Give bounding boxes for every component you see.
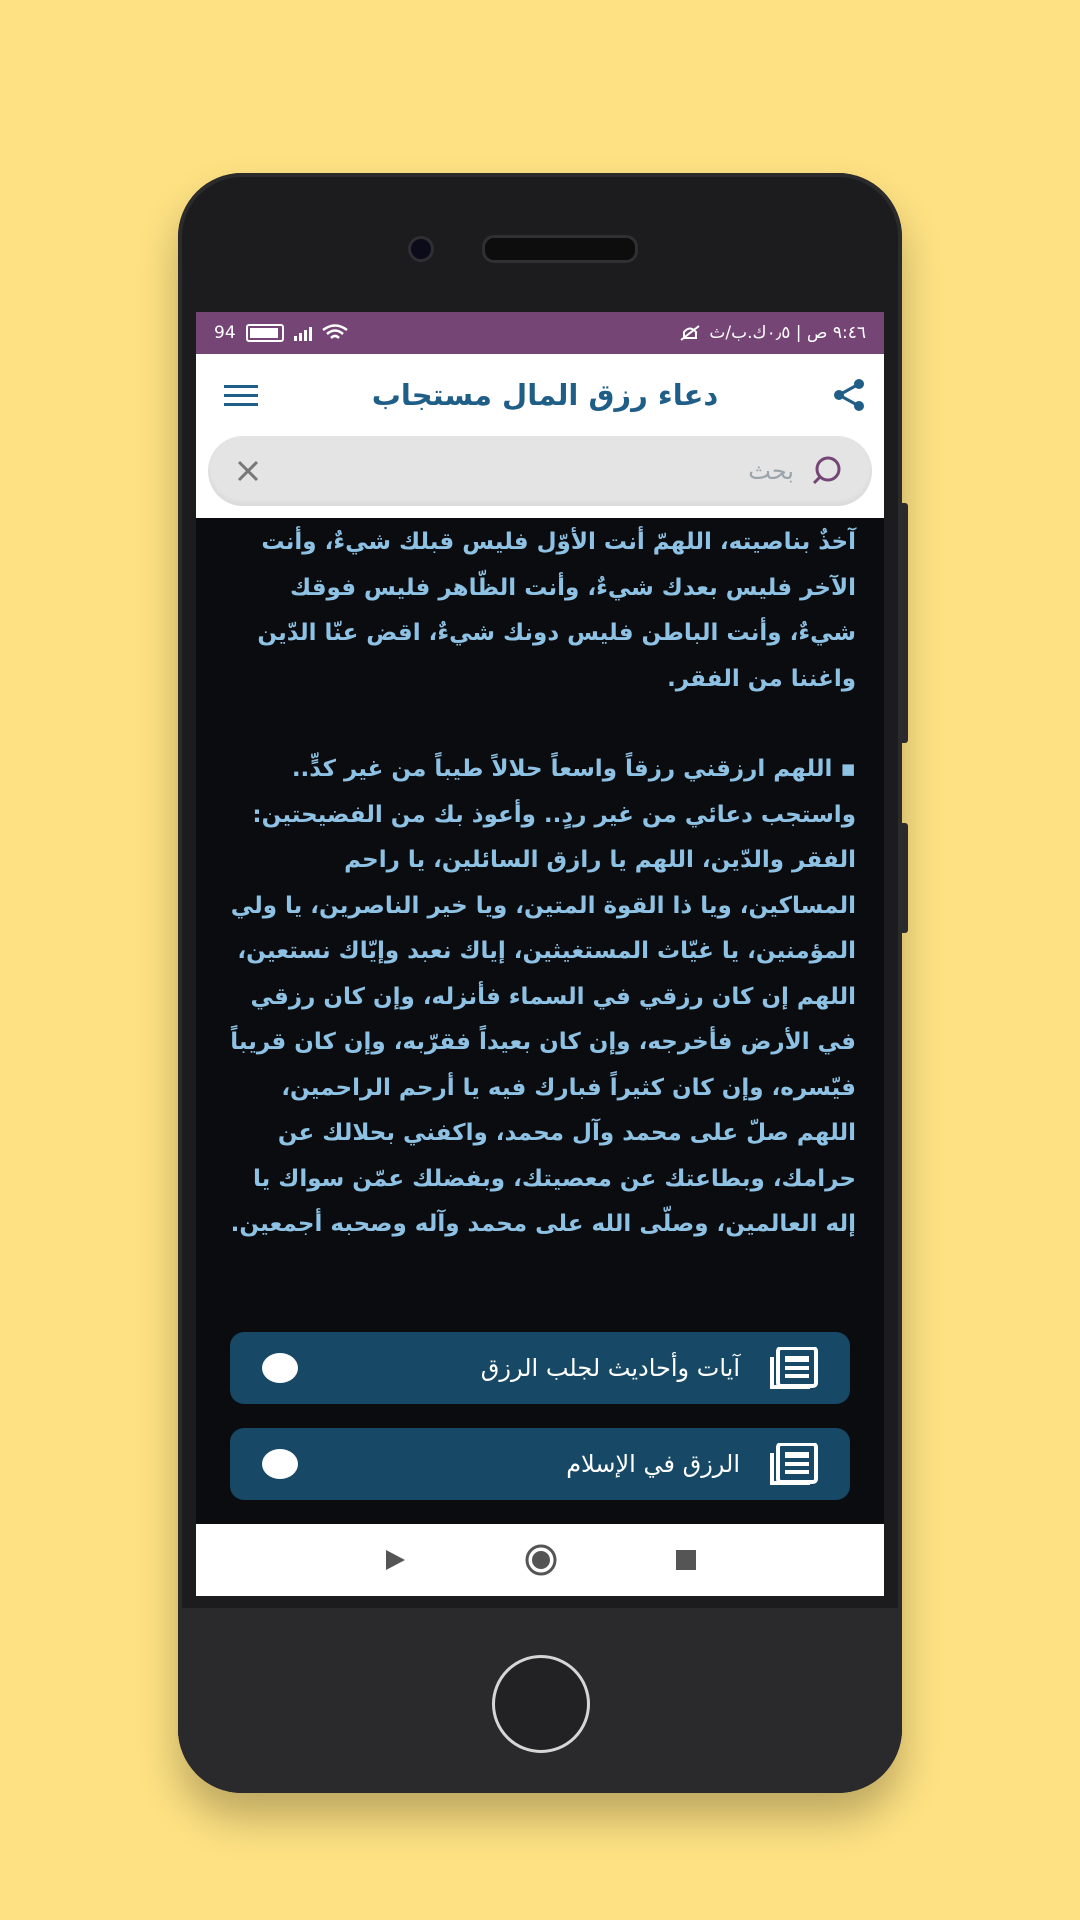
dua-paragraph: ▪ اللهم ارزقني رزقاً واسعاً حلالاً طيباً من غير كدٍّ.. واستجب دعائي من غير ردٍ.. وأعوذ بك من الفضيحتين: الفقر والدّين، اللهم يا رازق السائلين، يا راحم المساكين، ويا ذا القوة المتين، ويا خير الناصرين، يا ولي المؤمنين، يا غيّاث المستغيثين، إياك نعبد وإيّاك نستعين، اللهم إن كان رزقي في السماء فأنزله، وإن كان رزقي في الأرض فأخرجه، وإن كان بعيداً فقرّبه، وإن كان قريباً فيّسره، وإن كان كثيراً فبارك فيه يا أرحم الراحمين، اللهم صلّ على محمد وآل محمد، واكفني بحلالك عن حرامك، وبطاعتك عن معصيتك، وبفضلك عمّن سواك يا إله العالمين، وصلّى الله على محمد وآله وصحبه أجمعين. <box>230 756 856 1237</box>
app-screen <box>196 312 884 1596</box>
status-icons <box>214 323 348 343</box>
card-toggle[interactable] <box>262 1353 298 1383</box>
search-container <box>196 436 884 518</box>
dua-paragraph: آخذٌ بناصيته، اللهمّ أنت الأوّل فليس قبلك شيءٌ، وأنت الآخر فليس بعدك شيءٌ، وأنت الظّاهر فليس فوقك شيءٌ، وأنت الباطن فليس دونك شيءٌ، اقض عنّا الدّين واغننا من الفقر. <box>257 529 856 692</box>
card-toggle[interactable] <box>262 1449 298 1479</box>
card-label: آيات وأحاديث لجلب الرزق <box>480 1354 740 1382</box>
wifi-icon <box>322 324 348 342</box>
search-icon[interactable] <box>810 454 844 488</box>
share-icon[interactable] <box>832 378 866 412</box>
page-title: دعاء رزق المال مستجاب <box>371 378 719 412</box>
signal-icon <box>294 325 312 341</box>
related-link-card[interactable] <box>230 1332 850 1404</box>
volume-button <box>902 503 908 743</box>
related-link-card[interactable] <box>230 1428 850 1500</box>
card-label: الرزق في الإسلام <box>566 1450 740 1478</box>
front-camera <box>408 236 434 262</box>
system-nav-bar <box>196 1524 884 1596</box>
close-icon[interactable] <box>236 459 260 483</box>
status-right <box>679 323 866 343</box>
home-button[interactable] <box>492 1655 590 1753</box>
search-bar <box>208 436 872 506</box>
card-content <box>566 1443 818 1485</box>
battery-icon <box>246 324 284 342</box>
status-time: ٩:٤٦ ص | ٠٫٥ك.ب/ث <box>709 323 866 343</box>
home-icon[interactable] <box>525 1544 557 1576</box>
card-content <box>481 1347 818 1389</box>
earpiece-speaker <box>482 235 638 263</box>
battery-percent: 94 <box>214 323 236 343</box>
notification-muted-icon <box>679 324 701 342</box>
back-icon[interactable] <box>383 1548 407 1572</box>
status-bar <box>196 312 884 354</box>
dua-text <box>196 518 884 1248</box>
articles-icon <box>770 1347 818 1389</box>
menu-icon[interactable] <box>224 383 258 407</box>
articles-icon <box>770 1443 818 1485</box>
recents-icon[interactable] <box>675 1549 697 1571</box>
power-button <box>902 823 908 933</box>
app-header <box>196 354 884 436</box>
search-input[interactable] <box>274 456 796 486</box>
